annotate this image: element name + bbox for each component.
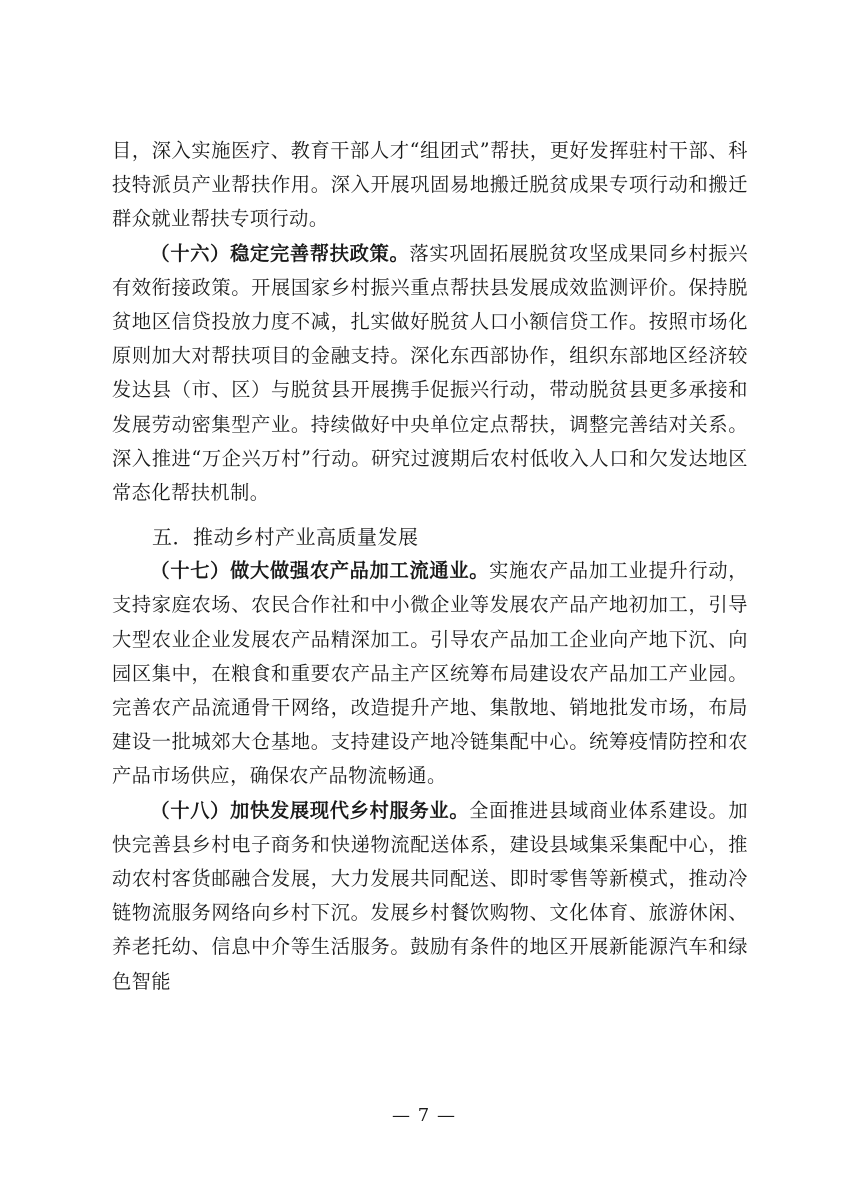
paragraph-item-16 [112,237,748,511]
document-page [112,134,748,999]
page-number: — 7 — [392,1105,456,1126]
paragraph-item-17 [112,554,748,793]
paragraph-lead-heading: （十八）加快发展现代乡村服务业。 [150,798,470,822]
paragraph-body: 实施农产品加工业提升行动，支持家庭农场、农民合作社和中小微企业等发展农产品产地初加工，引导大型农业企业发展农产品精深加工。引导农产品加工企业向产地下沉、向园区集中，在粮食和重要农产品主产区统筹布局建设农产品加工产业园。完善农产品流通骨干网络，改造提升产地、集散地、销地批发市场，布局建设一批城郊大仓基地。支持建设产地冷链集配中心。统筹疫情防控和农产品市场供应，确保农产品物流畅通。 [112,559,748,788]
paragraph-lead-heading: （十六）稳定完善帮扶政策。 [150,241,410,265]
paragraph-body: 全面推进县域商业体系建设。加快完善县乡村电子商务和快递物流配送体系，建设县域集采集配中心，推动农村客货邮融合发展，大力发展共同配送、即时零售等新模式，推动冷链物流服务网络向乡村下沉。发展乡村餐饮购物、文化体育、旅游休闲、养老托幼、信息中介等生活服务。鼓励有条件的地区开展新能源汽车和绿色智能 [112,798,749,993]
paragraph-lead-heading: （十七）做大做强农产品加工流通业。 [150,559,490,583]
paragraph-item-18 [112,794,748,999]
paragraph-body: 目，深入实施医疗、教育干部人才“组团式”帮扶，更好发挥驻村干部、科技特派员产业帮扶作用。深入开展巩固易地搬迁脱贫成果专项行动和搬迁群众就业帮扶专项行动。 [112,139,748,231]
paragraph-body: 落实巩固拓展脱贫攻坚成果同乡村振兴有效衔接政策。开展国家乡村振兴重点帮扶县发展成效监测评价。保持脱贫地区信贷投放力度不减，扎实做好脱贫人口小额信贷工作。按照市场化原则加大对帮扶项目的金融支持。深化东西部协作，组织东部地区经济较发达县（市、区）与脱贫县开展携手促振兴行动，带动脱贫县更多承接和发展劳动密集型产业。持续做好中央单位定点帮扶，调整完善结对关系。深入推进“万企兴万村”行动。研究过渡期后农村低收入人口和欠发达地区常态化帮扶机制。 [112,241,749,505]
section-heading: 五．推动乡村产业高质量发展 [152,525,419,550]
paragraph-continuation [112,134,748,237]
